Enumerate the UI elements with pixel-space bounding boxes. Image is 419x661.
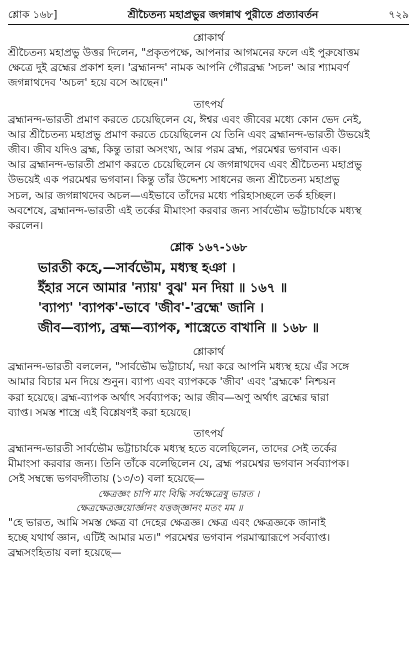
text-line: আর ব্রহ্মানন্দ-ভারতী প্রমাণ করতে চেয়েছিলেন যে জগন্নাথদেব এবং শ্রীচৈতন্য মহাপ্রভু [8,159,363,172]
text-line: সচল, আর জগন্নাথদেব অচল—এইভাবে তাঁদের মধ্যে পরিহাসচ্ছলে তর্ক হচ্ছিল। [8,189,336,202]
text-line: উভয়েই এক পরমেশ্বর ভগবান। কিন্তু তাঁর উদ্দেশ্য সাধনের জন্য শ্রীচৈতন্য মহাপ্রভু [8,174,340,187]
text-line: ব্রহ্মানন্দ-ভারতী সার্বভৌম ভট্টাচার্যকে মধ্যস্থ হতে বলেছিলেন, তাদের সেই তর্কের [8,443,337,456]
text-line: হচ্ছে যথার্থ জ্ঞান, এটিই আমার মত।" পরমেশ্বর ভগবান পরমাত্মারূপে সর্বব্যাপ্ত। [8,531,331,544]
paragraph [8,516,409,562]
verse-line: ভারতী কহে,—সার্বভৌম, মধ্যস্থ হঞা । [38,261,236,277]
text-line: মীমাংসা করবার জন্য। তিনি তাঁকে বলেছিলেন যে, ব্রহ্ম পরমেশ্বর ভগবান সর্বব্যাপক। [8,458,350,471]
header-verse-ref: শ্লোক ১৬৮] [8,9,58,21]
text-line: জগন্নাথদেব 'অচল' হয়ে বসে আছেন।" [8,77,169,90]
header-chapter-title: শ্রীচৈতন্য মহাপ্রভুর জগন্নাথ পুরীতে প্রত্যাবর্তন [127,9,319,21]
text-line: অবশেষে, ব্রহ্মানন্দ-ভারতী এই তর্কের মীমাংসা করবার জন্য সার্বভৌম ভট্টাচার্যকে মধ্যস্থ [8,204,362,217]
section-heading: শ্লোকার্থ [192,32,225,44]
text-line: "হে ভারত, আমি সমস্ত ক্ষেত্র বা দেহের ক্ষেত্রজ্ঞ। ক্ষেত্র এবং ক্ষেত্রজ্ঞকে জানাই [8,516,326,529]
scripture-quote [8,488,409,516]
paragraph [8,360,409,421]
text-line: আর শ্রীচৈতন্য মহাপ্রভু প্রমাণ করতে চেয়েছিলেন যে তিনি এবং ব্রহ্মানন্দ-ভারতী উভয়েই [8,128,370,141]
section-heading: তাৎপর্য [193,98,224,111]
header-page-number: ৭২৯ [388,9,409,21]
text-line: শ্রীচৈতন্য মহাপ্রভু উত্তর দিলেন, "প্রকৃতপক্ষে, আপনার আগমনের ফলে এই পুরুষোত্তম [8,47,360,59]
text-line: করলেন। [8,220,44,233]
text-line: করা হয়েছে। ব্রহ্ম-ব্যাপক অর্থাৎ সর্বব্যাপক; আর জীব—অণু অর্থাৎ ব্রহ্মের দ্বারা [8,391,329,404]
verse-line: জীব—ব্যাপ্য, ব্রহ্ম—ব্যাপক, শাস্ত্রেতে বাখানি ॥ ১৬৮ ॥ [38,321,319,337]
text-line: ক্ষেত্রে দুই ব্রহ্মের প্রকাশ হল। 'ব্রহ্মানন্দ' নামক আপনি গৌরব্রহ্ম 'সচল' আর শ্যামবর্ণ [8,62,350,75]
text-line: ব্রহ্মানন্দ-ভারতী বললেন, "সার্বভৌম ভট্টাচার্য, দয়া করে আপনি মধ্যস্থ হয়ে এঁর সঙ্গে [8,361,350,374]
text-line: সেই সম্বন্ধে ভগবদ্গীতায় (১৩/৩) বলা হয়েছে— [8,473,205,486]
quote-line: ক্ষেত্রক্ষেত্রজ্ঞয়োর্জ্ঞানং যত্তজ্জ্ঞানং মতং মম ॥ [76,502,243,514]
verse-number-title: শ্লোক ১৬৭-১৬৮ [169,240,248,255]
section-heading: তাৎপর্য [193,428,224,441]
text-line: জীব। জীব যদিও ব্রহ্ম, কিন্তু তারা অসংখ্য, আর পরম ব্রহ্ম, পরমেশ্বর ভগবান এক। [8,144,341,157]
section-heading: শ্লোকার্থ [192,346,225,359]
page-header [8,8,409,25]
page-content [8,31,409,561]
quote-line: ক্ষেত্রজ্ঞং চাপি মাং বিদ্ধি সর্বক্ষেত্রেষু ভারত । [98,488,260,500]
text-line: ব্রহ্মানন্দ-ভারতী প্রমাণ করতে চেয়েছিলেন যে, ঈশ্বর এবং জীবের মধ্যে কোন ভেদ নেই, [8,113,362,126]
text-line: ব্যাপ্ত। সমস্ত শাস্ত্রে এই বিশ্লেষণই করা হয়েছে। [8,406,191,419]
verse-text [38,259,409,339]
paragraph [8,113,409,235]
verse-line: 'ব্যাপ্য' 'ব্যাপক'-ভাবে 'জীব'-'ব্রহ্মে' জানি । [38,301,264,317]
verse-line: ইঁহার সনে আমার 'ন্যায়' বুঝ' মন দিয়া ॥ ১৬৭ ॥ [38,281,288,297]
paragraph [8,442,409,488]
text-line: ব্রহ্মসংহিতায় বলা হয়েছে— [8,547,122,560]
text-line: আমার বিচার মন দিয়ে শুনুন। ব্যাপ্য এবং ব্যাপককে 'জীব' এবং 'ব্রহ্মকে' নিশ্চয়ন [8,376,336,389]
paragraph [8,46,409,92]
